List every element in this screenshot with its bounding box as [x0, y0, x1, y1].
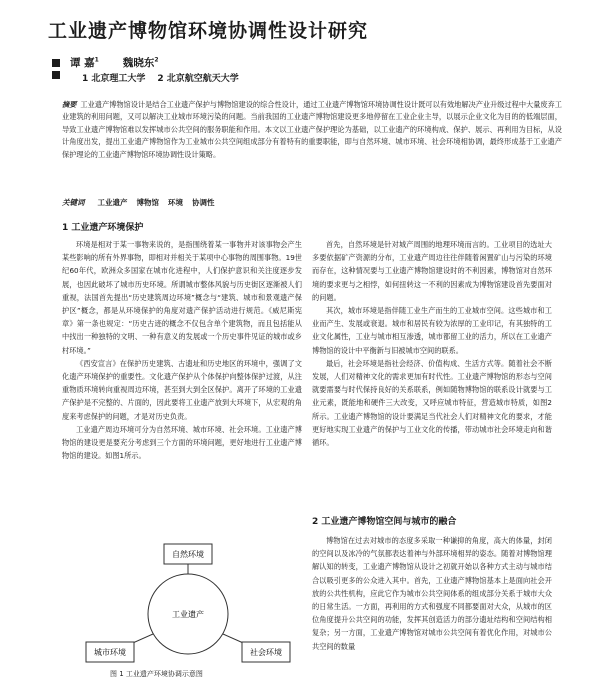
keyword: 博物馆	[136, 198, 159, 207]
affiliation-line	[52, 71, 239, 84]
paragraph: 博物馆在过去对城市的态度多采取一种谦抑的角度，高大的体量，封闭的空间以及冰冷的气氛都表达着神与外部环境相异的姿态。随着对博物馆理解认知的转变，工业遗产博物馆从设计之初就开始以各种方式主动与城市结合以吸引更多的公众进入其中。首先，工业遗产博物馆基本上是面向社会开放的公共性机构，应此它作为城市公共空间体系的组成部分关系于城市大众的日常生活。一方面，再利用的方式和强度不同都要面对大众，从城市的区位角度提升公共空间的功能，发挥其创造活力的部分遗址结构和空间结构相复杂；另一方面，工业遗产博物馆对城市公共空间有着优化作用，对城市公共空间的数量	[312, 536, 552, 651]
center-label: 工业遗产	[172, 610, 204, 619]
abstract	[62, 99, 562, 161]
author-2: 魏晓东$^2$	[122, 56, 159, 69]
author-line	[52, 55, 159, 70]
paragraph: 最后，社会环境是指社会经济、价值构成、生活方式等。随着社会不断发展，人们对精神文化的需求更加有时代性。工业遗产博物馆的形态与空间就要需要与时代保持良好的关系联系，例如随物博物馆的联系设计就要与工业元素，既能地和硬件三大改变，又呼应城市特征，营造城市特质，如图2所示。工业遗产博物馆的设计要满足当代社会人们对精神文化的要求，才能更好地实现工业遗产的保护与工业文化的传播，带动城市社会环境走向和谐循环。	[312, 358, 552, 448]
author-1: 谭 嘉$^1$	[52, 55, 99, 70]
node-natural: 自然环境	[172, 550, 204, 559]
keywords-label: 关键词	[62, 198, 85, 207]
affiliation-1: 1 北京理工大学	[82, 74, 146, 84]
keyword: 工业遗产	[97, 198, 128, 207]
node-social: 社会环境	[250, 648, 282, 657]
figure-caption: 图 1 工业遗产环境协调示意图	[110, 670, 203, 678]
paragraph: 环境是相对于某一事物来说的，是指围绕着某一事物并对该事物会产生某些影响的所有外界事物，即相对并相关于某项中心事物的周围事物。19世纪60年代，欧洲众多国家在城市化进程中，人们保护意识和关注度逐步发展，也因此破坏了城市历史环境。所谓城市整体风貌与历史街区逐渐被人们重视，法国首先提出“历史建筑周边环境”概念与“建筑、城市和景观遗产保护区”概念，都是从环境保护的角度对遗产保护活动进行规范。《威尼斯宪章》第一条也规定：“历史古迹的概念不仅包含单个建筑物，而且包括能从中找出一种独特的文明、一种有意义的发展或一个历史事件见证的城市或乡村环境。”	[62, 240, 302, 355]
paragraph: 其次，城市环境是指伴随工业生产而生的工业城市空间。这些城市和工业而产生、发展或衰退。城市和居民有较为浓厚的工业印记，有其独特的工业文化属性，工业与城市相互渗透，城市都留工业的活力，所以在工业遗产博物馆的设计中平衡新与旧被城市空间的联系。	[312, 306, 552, 355]
paragraph: 工业遗产周边环境可分为自然环境、城市环境、社会环境。工业遗产博物馆的建设更是要充分考虑到三个方面的环境问题，更好地进行工业遗产博物馆的建设。如图1所示。	[62, 424, 302, 461]
column-right-lower	[312, 534, 552, 653]
node-urban: 城市环境	[94, 648, 126, 657]
abstract-label: 摘要	[62, 100, 77, 109]
abstract-text: 工业遗产博物馆设计是结合工业遗产保护与博物馆建设的综合性设计，通过工业遗产博物馆环境协调性设计既可以有效地解决产业升级过程中大量废弃工业建筑的利用问题，又可以解决工业城市环境污染的问题。当前我国的工业遗产博物馆建设更多地停留在工业企业主导，以展示企业文化为目的的低端层面，导致工业遗产博物馆难以发挥城市公共空间的服务职能和作用。本文以工业遗产保护理论为基础，以工业遗产的环境构成、保护、展示、再利用为目标，从设计角度出发，提出工业遗产博物馆作为工业城市公共空间组成部分有着特有的重要职能，即与自然环境、城市环境、社会环境相协调，最终形成基于工业遗产保护理论的工业遗产博物馆环境协调性设计策略。	[62, 100, 562, 159]
square-bullet-icon	[52, 59, 60, 67]
paragraph: 首先，自然环境是针对城产周围的地理环境而言的。工业项目的选址大多要依据矿产资源的分布，工业遗产周边往往伴随着闲置矿山与污染的环境而存在，这种情况要与工业遗产博物馆建设时的不利因素，博物馆对自然环境的要求更与之相悖，如何扭转这一不利的因素成为博物馆建设首先要面对的问题。	[312, 240, 552, 302]
column-left	[62, 238, 302, 462]
affiliation-2: 2 北京航空航天大学	[157, 74, 239, 84]
keywords	[62, 197, 215, 208]
paper-title: 工业遗产博物馆环境协调性设计研究	[48, 20, 369, 42]
section-heading-1: 1 工业遗产环境保护	[62, 223, 144, 233]
section-heading-2: 2 工业遗产博物馆空间与城市的融合	[312, 517, 457, 527]
keyword: 协调性	[192, 198, 215, 207]
square-bullet-icon	[52, 71, 60, 79]
keyword: 环境	[168, 198, 183, 207]
figure-1	[68, 536, 308, 670]
environment-diagram	[68, 536, 308, 670]
paragraph: 《西安宣言》在保护历史建筑、古遗址和历史地区的环境中，强调了文化遗产环境保护的重要性。文化遗产保护从个体保护向整体保护过渡，从注重物质环境转向重视周边环境，甚至到大到全区保护。离开了环境的工业遗产保护是不完整的、片面的，因此要将工业遗产放到大环境下，从宏观的角度来考虑保护的问题，才是对历史负责。	[62, 358, 302, 421]
column-right	[312, 238, 552, 449]
